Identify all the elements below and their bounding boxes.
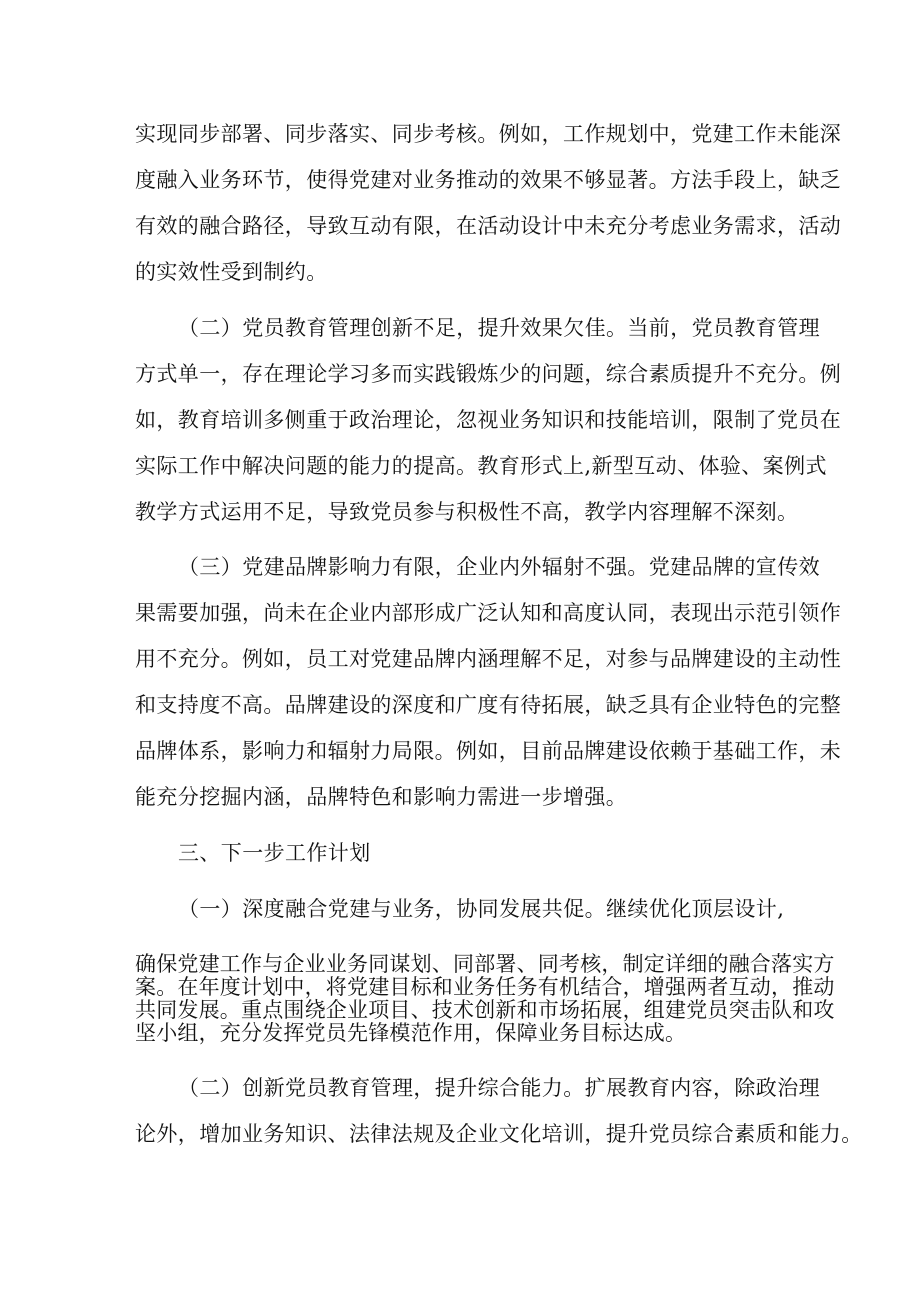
paragraph-line: 有效的融合路径，导致互动有限，在活动设计中未充分考虑业务需求，活动 — [135, 214, 842, 238]
paragraph-line: 实现同步部署、同步落实、同步考核。例如，工作规划中，党建工作未能深 — [135, 122, 842, 146]
paragraph-line: 用不充分。例如，员工对党建品牌内涵理解不足，对参与品牌建设的主动性 — [135, 647, 842, 671]
paragraph-line: 案。在年度计划中，将党建目标和业务任务有机结合，增强两者互动，推动 — [135, 975, 835, 999]
paragraph-line: 品牌体系，影响力和辐射力局限。例如，目前品牌建设依赖于基础工作，未 — [135, 739, 842, 763]
paragraph-line: （一）深度融合党建与业务，协同发展共促。继续优化顶层设计, — [178, 897, 785, 921]
paragraph-line: 如，教育培训多侧重于政治理论，忽视业务知识和技能培训，限制了党员在 — [135, 408, 842, 432]
paragraph-line: 共同发展。重点围绕企业项目、技术创新和市场拓展，组建党员突击队和攻 — [135, 998, 835, 1022]
paragraph-line: 的实效性受到制约。 — [135, 260, 328, 284]
paragraph-line: 论外，增加业务知识、法律法规及企业文化培训，提升党员综合素质和能力。 — [135, 1122, 863, 1146]
paragraph-line: （二）党员教育管理创新不足，提升效果欠佳。当前，党员教育管理 — [178, 316, 820, 340]
paragraph-line: 教学方式运用不足，导致党员参与积极性不高，教学内容理解不深刻。 — [135, 500, 799, 524]
paragraph-line: 能充分挖掘内涵，品牌特色和影响力需进一步增强。 — [135, 785, 628, 809]
paragraph-line: 果需要加强，尚未在企业内部形成广泛认知和高度认同，表现出示范引领作 — [135, 601, 842, 625]
paragraph-line: （三）党建品牌影响力有限，企业内外辐射不强。党建品牌的宣传效 — [178, 555, 820, 579]
paragraph-line: 坚小组，充分发挥党员先锋模范作用，保障业务目标达成。 — [135, 1021, 687, 1045]
section-heading: 三、下一步工作计划 — [178, 841, 371, 865]
paragraph-line: 方式单一，存在理论学习多而实践锻炼少的问题，综合素质提升不充分。例 — [135, 362, 842, 386]
paragraph-line: 实际工作中解决问题的能力的提高。教育形式上,新型互动、体验、案例式 — [135, 454, 827, 478]
paragraph-line: 度融入业务环节，使得党建对业务推动的效果不够显著。方法手段上，缺乏 — [135, 168, 842, 192]
paragraph-line: （二）创新党员教育管理，提升综合能力。扩展教育内容，除政治理 — [178, 1076, 820, 1100]
paragraph-line: 和支持度不高。品牌建设的深度和广度有待拓展，缺乏具有企业特色的完整 — [135, 693, 842, 717]
paragraph-line: 确保党建工作与企业业务同谋划、同部署、同考核，制定详细的融合落实方 — [135, 952, 835, 976]
